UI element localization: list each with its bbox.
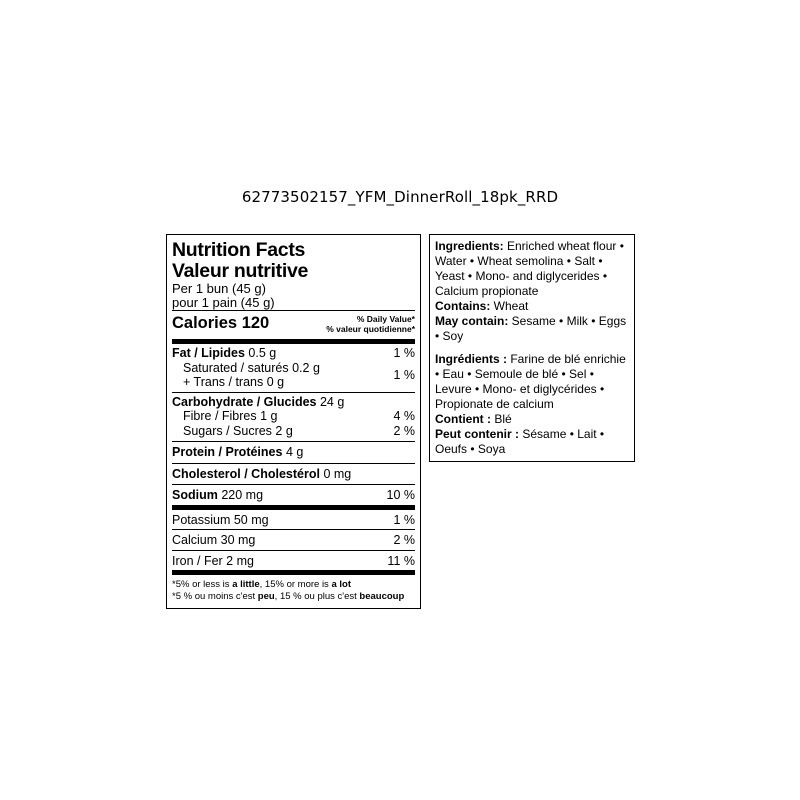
sat-trans-dv: 1 % <box>393 367 415 382</box>
ingredients-fr-text: Farine de blé enrichie • Eau • Semoule de blé • Sel • Levure • Mono- et diglycérides • Propionate de calcium <box>435 352 626 411</box>
serving-size-en: Per 1 bun (45 g) <box>172 281 266 296</box>
footnote-fr-text: *5 % ou moins c'est <box>172 590 258 602</box>
fibre-dv: 4 % <box>393 409 415 423</box>
cholesterol-row <box>172 464 415 485</box>
carb-label: Carbohydrate / Glucides <box>172 394 317 409</box>
fibre-row <box>172 409 415 424</box>
footnote-fr-beaucoup: beaucoup <box>359 590 405 602</box>
footnote-en <box>172 579 415 591</box>
cholesterol-label: Cholesterol / Cholestérol <box>172 466 320 481</box>
footnote-en-little: a little <box>232 579 260 590</box>
cholesterol-value: 0 mg <box>323 466 352 481</box>
file-title: 62773502157_YFM_DinnerRoll_18pk_RRD <box>241 188 559 206</box>
fat-label: Fat / Lipides <box>172 346 245 360</box>
peut-contenir-label: Peut contenir : <box>435 427 520 441</box>
footnote-fr <box>172 591 415 603</box>
fat-row <box>172 344 415 361</box>
sodium-label: Sodium <box>172 488 218 502</box>
iron-row <box>172 551 415 571</box>
contains-text: Wheat <box>490 299 529 313</box>
protein-row <box>172 442 415 463</box>
potassium-row <box>172 510 415 530</box>
ingredients-en <box>435 239 629 299</box>
sat-trans-row <box>172 361 415 392</box>
calcium-line: Calcium 30 mg <box>172 533 256 547</box>
ingredients-en-text: Enriched wheat flour • Water • Wheat semolina • Salt • Yeast • Mono- and diglycerides • Calcium propionate <box>435 239 624 298</box>
ingredients-fr <box>435 352 629 412</box>
may-contain-label: May contain: <box>435 314 509 328</box>
may-contain-text: Sesame • Milk • Eggs • Soy <box>435 314 627 343</box>
ingredients-box <box>429 234 635 462</box>
iron-line: Iron / Fer 2 mg <box>172 553 254 568</box>
sugars-row <box>172 424 415 442</box>
saturated-line: Saturated / saturés 0.2 g <box>183 360 320 375</box>
may-contain-en <box>435 314 629 344</box>
carb-row <box>172 393 415 410</box>
sugars-dv: 2 % <box>393 423 415 438</box>
footnote-fr-text2: , 15 % ou plus c'est <box>274 590 360 602</box>
contains-label: Contains: <box>435 299 491 313</box>
trans-line: + Trans / trans 0 g <box>183 375 285 389</box>
footnote-en-text: *5% or less is <box>172 579 233 590</box>
carb-value: 24 g <box>319 394 345 409</box>
nutrition-title-en: Nutrition Facts <box>172 239 306 261</box>
iron-dv: 11 % <box>387 553 415 568</box>
potassium-line: Potassium 50 mg <box>172 512 269 527</box>
calories-row <box>172 311 415 336</box>
ingredients-fr-label: Ingrédients : <box>435 352 508 366</box>
contains-en <box>435 299 629 314</box>
fat-dv: 1 % <box>393 346 415 360</box>
contient-label: Contient : <box>435 412 491 426</box>
calcium-dv: 2 % <box>393 533 415 547</box>
sodium-value: 220 mg <box>221 488 264 502</box>
contient-text: Blé <box>491 412 512 426</box>
contient-fr <box>435 412 629 427</box>
peut-contenir-text: Sésame • Lait • Oeufs • Soya <box>435 427 605 456</box>
daily-value-fr: % valeur quotidienne* <box>326 324 415 334</box>
fat-value: 0.5 g <box>248 346 277 360</box>
calcium-row <box>172 530 415 550</box>
footnote <box>172 575 415 602</box>
calories-label: Calories 120 <box>172 314 270 332</box>
fibre-line: Fibre / Fibres 1 g <box>183 409 278 423</box>
footnote-en-lot: a lot <box>331 579 351 590</box>
protein-value: 4 g <box>285 445 304 459</box>
daily-value-en: % Daily Value* <box>356 314 415 324</box>
protein-label: Protein / Protéines <box>172 445 283 459</box>
ingredients-en-label: Ingredients: <box>435 239 504 253</box>
sodium-dv: 10 % <box>386 488 415 502</box>
serving-size-fr: pour 1 pain (45 g) <box>172 295 275 310</box>
peut-contenir-fr <box>435 427 629 457</box>
sugars-line: Sugars / Sucres 2 g <box>183 423 293 438</box>
nutrition-facts-table <box>166 234 421 609</box>
sodium-row <box>172 485 415 505</box>
footnote-en-text2: , 15% or more is <box>259 579 332 590</box>
footnote-fr-peu: peu <box>257 590 275 602</box>
nutrition-title-fr: Valeur nutritive <box>172 260 309 282</box>
daily-value-header <box>326 314 415 334</box>
potassium-dv: 1 % <box>393 512 415 527</box>
